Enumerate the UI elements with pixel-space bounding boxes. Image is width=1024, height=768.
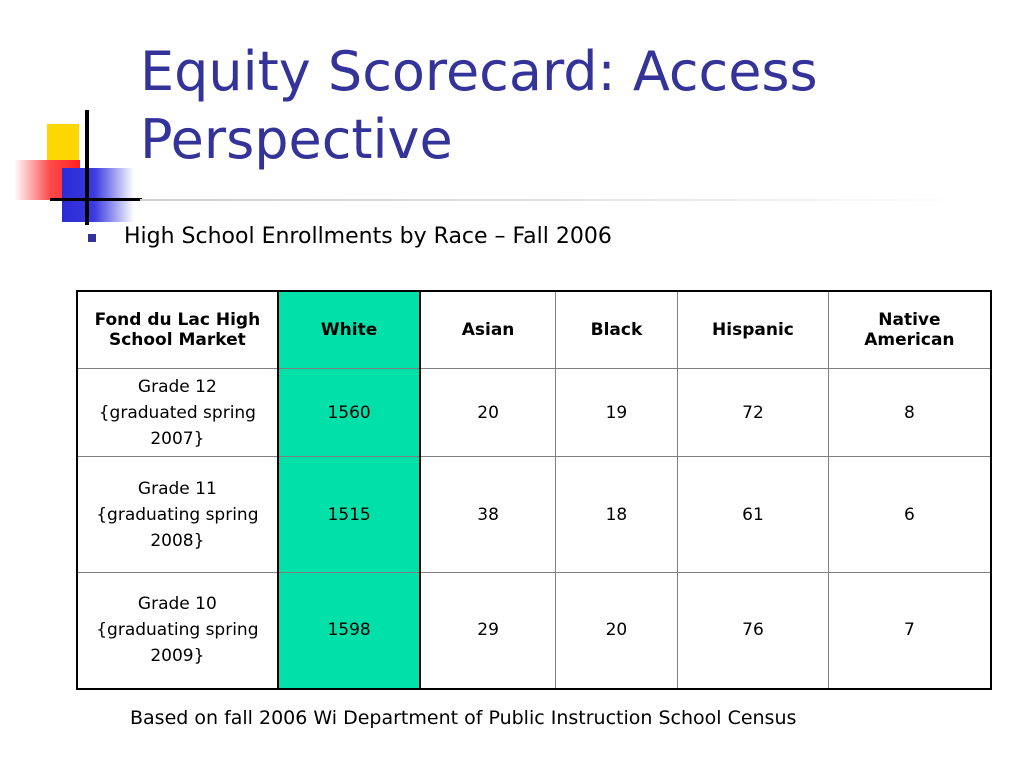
title-divider bbox=[140, 199, 970, 201]
cell-white: 1515 bbox=[278, 457, 421, 573]
header-asian: Asian bbox=[420, 291, 555, 369]
source-footnote: Based on fall 2006 Wi Department of Public Instruction School Census bbox=[130, 707, 797, 729]
cell-white: 1598 bbox=[278, 573, 421, 689]
grade-note: {graduated spring 2007} bbox=[98, 402, 256, 449]
blue-square bbox=[62, 168, 134, 222]
slide-title bbox=[140, 38, 1000, 174]
header-white: White bbox=[278, 291, 421, 369]
cell-hispanic: 76 bbox=[678, 573, 829, 689]
header-black: Black bbox=[555, 291, 677, 369]
cell-asian: 38 bbox=[420, 457, 555, 573]
row-label bbox=[77, 369, 278, 457]
cell-hispanic: 72 bbox=[678, 369, 829, 457]
cell-white: 1560 bbox=[278, 369, 421, 457]
bullet-text: High School Enrollments by Race – Fall 2006 bbox=[124, 224, 612, 249]
cell-asian: 29 bbox=[420, 573, 555, 689]
row-label bbox=[77, 573, 278, 689]
grade-label: Grade 12 bbox=[137, 376, 217, 397]
table-row bbox=[77, 369, 991, 457]
enrollment-table bbox=[76, 290, 992, 690]
grade-label: Grade 11 bbox=[137, 478, 217, 499]
cell-native-american: 6 bbox=[828, 457, 991, 573]
horizontal-line bbox=[50, 198, 142, 201]
slide-title-line-2: Perspective bbox=[140, 108, 453, 171]
cell-hispanic: 61 bbox=[678, 457, 829, 573]
grade-label: Grade 10 bbox=[137, 594, 217, 615]
table-row bbox=[77, 457, 991, 573]
header-hispanic: Hispanic bbox=[678, 291, 829, 369]
decorative-corner-graphic bbox=[0, 0, 150, 230]
slide-title-line-1: Equity Scorecard: Access bbox=[140, 40, 818, 103]
grade-note: {graduating spring 2009} bbox=[96, 620, 259, 667]
cell-native-american: 8 bbox=[828, 369, 991, 457]
grade-note: {graduating spring 2008} bbox=[96, 504, 259, 551]
square-bullet-icon bbox=[88, 234, 96, 242]
header-native-american: Native American bbox=[828, 291, 991, 369]
cell-black: 20 bbox=[555, 573, 677, 689]
vertical-line bbox=[85, 110, 89, 225]
header-market: Fond du Lac High School Market bbox=[77, 291, 278, 369]
row-label bbox=[77, 457, 278, 573]
cell-asian: 20 bbox=[420, 369, 555, 457]
bullet-item bbox=[88, 224, 612, 249]
cell-native-american: 7 bbox=[828, 573, 991, 689]
cell-black: 18 bbox=[555, 457, 677, 573]
cell-black: 19 bbox=[555, 369, 677, 457]
table-header-row bbox=[77, 291, 991, 369]
table-row bbox=[77, 573, 991, 689]
